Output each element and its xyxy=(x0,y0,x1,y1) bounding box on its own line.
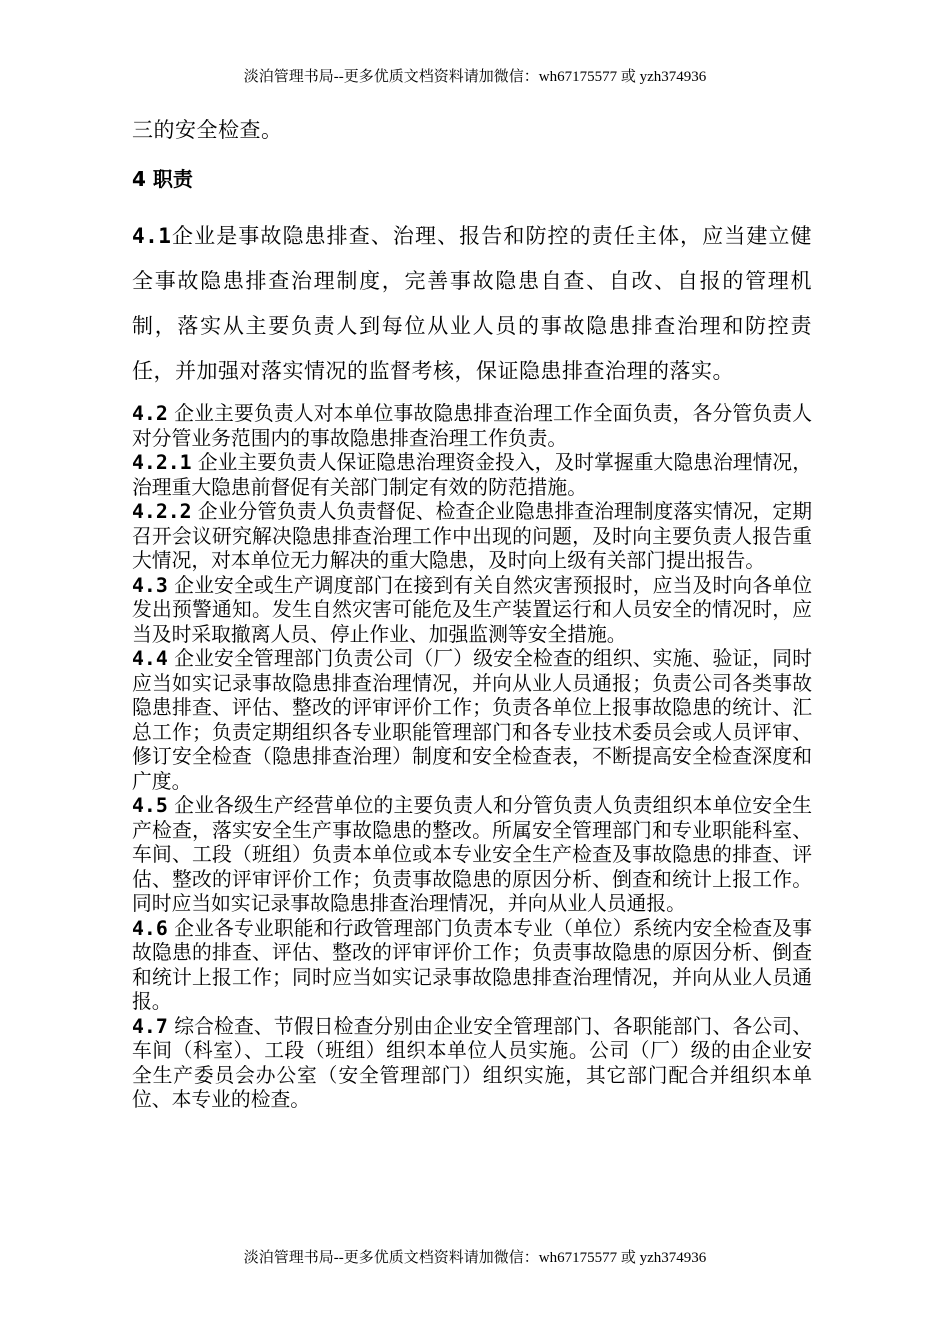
paragraph-4-2 xyxy=(132,402,812,451)
page-footer: 淡泊管理书局--更多优质文档资料请加微信：wh67175577 或 yzh374936 xyxy=(243,1250,707,1266)
paragraph-4-7 xyxy=(132,1015,812,1113)
paragraph-4-3 xyxy=(132,574,812,648)
paragraph-4-2-1 xyxy=(132,451,812,500)
paragraph-text: 综合检查、节假日检查分别由企业安全管理部门、各职能部门、各公司、车间（科室）、工段（班组）组织本单位人员实施。公司（厂）级的由企业安全生产委员会办公室（安全管理部门）组织实施，其它部门配合并组织本单位、本专业的检查。 xyxy=(132,1014,812,1111)
section-title: 职责 xyxy=(152,167,193,191)
paragraph-number: 4.2.1 xyxy=(132,451,192,474)
paragraph-text: 企业各专业职能和行政管理部门负责本专业（单位）系统内安全检查及事故隐患的排查、评估、整改的评审评价工作；负责事故隐患的原因分析、倒查和统计上报工作；同时应当如实记录事故隐患排查治理情况，并向从业人员通报。 xyxy=(132,916,812,1013)
document-body xyxy=(132,108,812,1113)
paragraph-text: 企业主要负责人保证隐患治理资金投入，及时掌握重大隐患治理情况，治理重大隐患前督促有关部门制定有效的防范措施。 xyxy=(132,451,812,499)
paragraph-number: 4.2 xyxy=(132,402,168,425)
page-header: 淡泊管理书局--更多优质文档资料请加微信：wh67175577 或 yzh374936 xyxy=(243,69,707,85)
paragraph-text: 企业安全或生产调度部门在接到有关自然灾害预报时，应当及时向各单位发出预警通知。发生自然灾害可能危及生产装置运行和人员安全的情况时，应当及时采取撤离人员、停止作业、加强监测等安全措施。 xyxy=(132,573,812,646)
continuation-text: 三的安全检查。 xyxy=(132,118,283,142)
paragraph-number: 4.2.2 xyxy=(132,500,192,523)
paragraph-4-2-2 xyxy=(132,500,812,574)
paragraph-number: 4.4 xyxy=(132,647,168,670)
paragraph-number: 4.5 xyxy=(132,794,168,817)
paragraph-text: 企业各级生产经营单位的主要负责人和分管负责人负责组织本单位安全生产检查，落实安全生产事故隐患的整改。所属安全管理部门和专业职能科室、车间、工段（班组）负责本单位或本专业安全生产检查及事故隐患的排查、评估、整改的评审评价工作；负责事故隐患的原因分析、倒查和统计上报工作。同时应当如实记录事故隐患排查治理情况，并向从业人员通报。 xyxy=(132,794,812,915)
paragraph-4-5 xyxy=(132,794,812,917)
paragraph-4-4 xyxy=(132,647,812,794)
paragraph-text: 企业主要负责人对本单位事故隐患排查治理工作全面负责，各分管负责人对分管业务范围内的事故隐患排查治理工作负责。 xyxy=(132,402,812,450)
paragraph-number: 4.3 xyxy=(132,573,168,597)
paragraph-text: 企业分管负责人负责督促、检查企业隐患排查治理制度落实情况，定期召开会议研究解决隐患排查治理工作中出现的问题，及时向主要负责人报告重大情况，对本单位无力解决的重大隐患，及时向上级有关部门提出报告。 xyxy=(132,500,812,572)
paragraph-4-6 xyxy=(132,917,812,1015)
section-heading xyxy=(132,157,812,202)
paragraph-number: 4.6 xyxy=(132,916,168,940)
section-number: 4 xyxy=(132,167,146,191)
paragraph-text: 企业安全管理部门负责公司（厂）级安全检查的组织、实施、验证，同时应当如实记录事故隐患排查治理情况，并向从业人员通报；负责公司各类事故隐患排查、评估、整改的评审评价工作；负责各单位上报事故隐患的统计、汇总工作；负责定期组织各专业职能管理部门和各专业技术委员会或人员评审、修订安全检查（隐患排查治理）制度和安全检查表，不断提高安全检查深度和广度。 xyxy=(132,647,812,793)
paragraph-number: 4.1 xyxy=(132,224,172,248)
paragraph-number: 4.7 xyxy=(132,1014,168,1038)
paragraph-4-1 xyxy=(132,214,812,394)
paragraph-text: 企业是事故隐患排查、治理、报告和防控的责任主体，应当建立健全事故隐患排查治理制度，完善事故隐患自查、自改、自报的管理机制，落实从主要负责人到每位从业人员的事故隐患排查治理和防控责任，并加强对落实情况的监督考核，保证隐患排查治理的落实。 xyxy=(132,224,812,383)
